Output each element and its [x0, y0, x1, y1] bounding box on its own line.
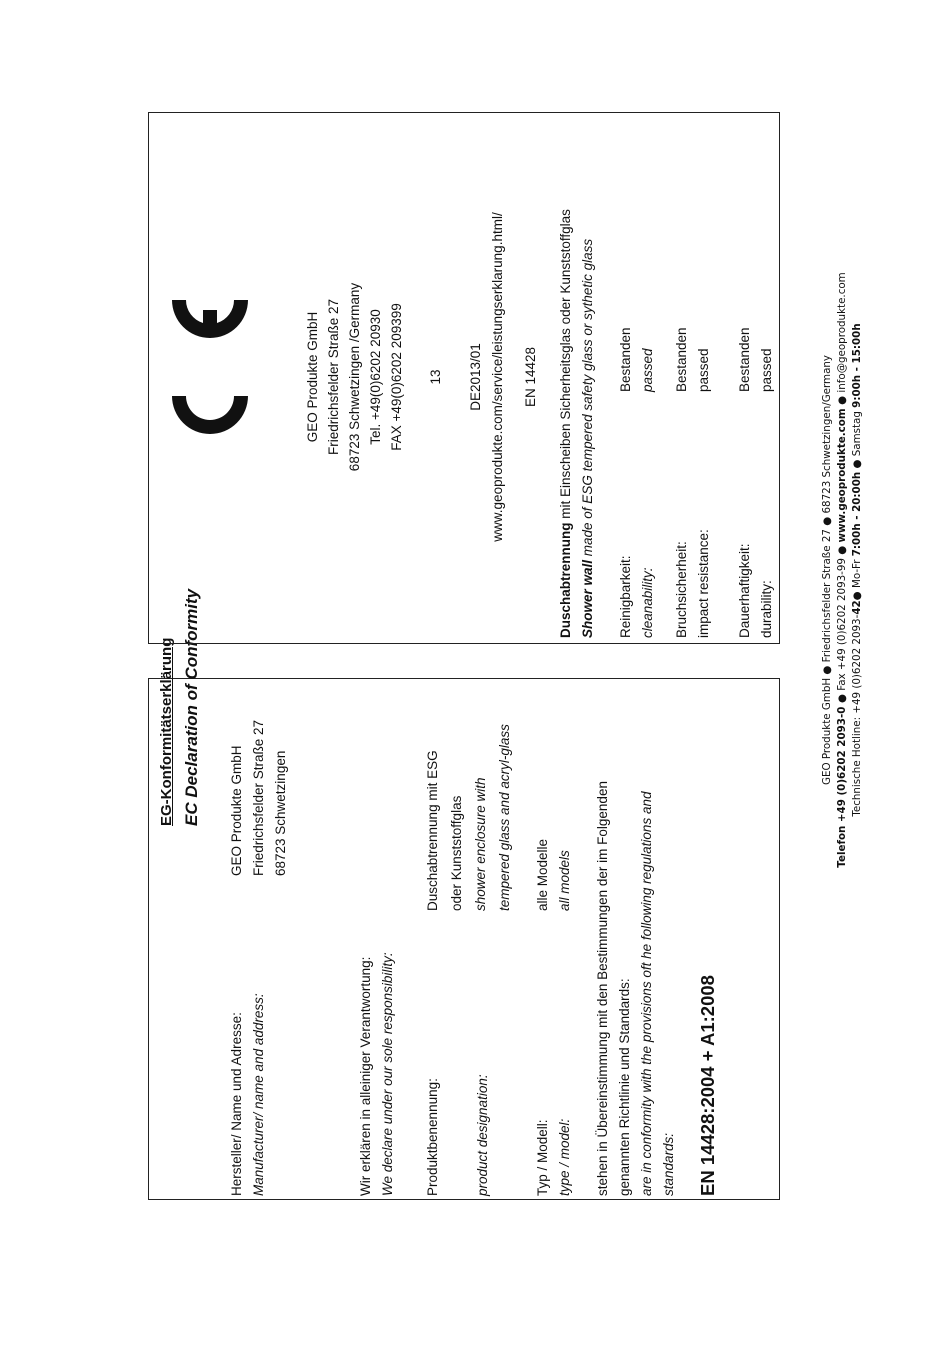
ce-mark-icon: [155, 292, 265, 472]
ce-dop-number: DE2013/01: [468, 343, 483, 411]
manufacturer-city: 68723 Schwetzingen: [273, 750, 288, 876]
manufacturer-street: Friedrichsfelder Straße 27: [251, 719, 266, 876]
responsibility-en: We declare under our sole responsibility:: [380, 952, 395, 1196]
ce-product-en: [577, 239, 599, 638]
footer-website: www.geoprodukte.com ●: [836, 395, 848, 543]
ce-prop-3-label-en: durability:: [759, 580, 774, 638]
page-footer: [820, 70, 900, 1070]
product-label-en: product designation:: [475, 1074, 490, 1196]
manufacturer-label-en: Manufacturer/ name and address:: [251, 993, 266, 1196]
ce-product-de-rest: mit Einscheiben Sicherheitsglas oder Kunststoffglas: [558, 209, 573, 523]
ce-tel: Tel. +49(0)6202 20930: [368, 309, 383, 445]
ce-prop-1-value-en: passed: [640, 348, 655, 392]
ce-prop-2-value-de: Bestanden: [674, 327, 689, 392]
ce-prop-1-value-de: Bestanden: [618, 327, 633, 392]
manufacturer-label-de: Hersteller/ Name und Adresse:: [229, 1012, 244, 1196]
product-label-de: Produktbenennung:: [425, 1078, 440, 1196]
footer-weekday-hours: 7:00h - 20:00h: [851, 471, 863, 557]
type-label-de: Typ / Modell:: [535, 1119, 550, 1196]
conformity-de-line2: genannten Richtlinie und Standards:: [617, 978, 632, 1196]
ce-label-panel: [150, 112, 780, 642]
footer-weekdays: ● Mo-Fr: [851, 556, 863, 601]
ce-fax: FAX +49(0)6202 209399: [389, 303, 404, 451]
type-value-en: all models: [557, 850, 572, 911]
ce-street: Friedrichsfelder Straße 27: [326, 298, 341, 456]
type-label-en: type / model:: [557, 1118, 572, 1196]
footer-phone: Telefon +49 (0)6202 2093-0 ●: [836, 694, 848, 868]
ce-prop-2-label-en: impact resistance:: [696, 529, 711, 638]
ce-dop-url: www.geoprodukte.com/service/leistungserklarung.html/: [490, 212, 505, 542]
ce-year: 13: [428, 369, 443, 385]
ce-prop-3-label-de: Dauerhaftigkeit:: [737, 543, 752, 638]
ce-product-de: [555, 209, 577, 638]
product-en-line1: shower enclosure with: [473, 777, 488, 911]
conformity-en-line2: standards:: [661, 1132, 676, 1196]
responsibility-de: Wir erklären in alleiniger Verantwortung:: [358, 956, 373, 1196]
type-value-de: alle Modelle: [535, 838, 550, 911]
ce-product-en-bold: Shower wall: [580, 559, 595, 638]
footer-saturday-hours: 9:00h - 15:00h: [851, 323, 863, 408]
ce-prop-3-value-de: Bestanden: [737, 327, 752, 392]
declaration-title-en: EC Declaration of Conformity: [182, 588, 201, 826]
manufacturer-name: GEO Produkte GmbH: [229, 745, 244, 876]
ce-prop-2-value-en: passed: [696, 348, 711, 392]
footer-fax: Fax +49 (0)6202 2093-99 ●: [836, 542, 848, 695]
footer-saturday: ● Samstag: [851, 407, 863, 472]
ce-standard: EN 14428: [523, 346, 538, 408]
ce-prop-2-label-de: Bruchsicherheit:: [674, 541, 689, 638]
ce-product-en-rest: made of ESG tempered safety glass or sythetic glass: [580, 238, 595, 560]
footer-address: GEO Produkte GmbH ● Friedrichsfelder Straße 27 ● 68723 Schwetzingen/Germany: [821, 354, 833, 786]
footer-hotline-prefix: Technische Hotline: +49 (0)6202 2093-: [851, 614, 863, 817]
ce-city: 68723 Schwetzingen /Germany: [347, 282, 362, 472]
conformity-en-line1: are in conformity with the provisions oft he following regulations and: [639, 791, 654, 1196]
product-de-line2: oder Kunststoffglas: [449, 795, 464, 911]
product-en-line2: tempered glass and acryl-glass: [497, 724, 512, 911]
ce-prop-1-label-de: Reinigbarkeit:: [618, 555, 633, 638]
declaration-standard: EN 14428:2004 + A1:2008: [697, 975, 718, 1196]
ce-product-de-bold: Duschabtrennung: [558, 522, 573, 638]
ce-company: GEO Produkte GmbH: [305, 311, 320, 443]
conformity-de-line1: stehen in Übereinstimmung mit den Bestimmungen der im Folgenden: [595, 781, 610, 1196]
ce-prop-3-value-en: passed: [759, 348, 774, 392]
footer-hotline-ext: 42: [851, 600, 863, 615]
footer-email: info@geoprodukte.com: [836, 272, 848, 396]
ce-prop-1-label-en: cleanability:: [640, 567, 655, 638]
footer-hotline: [850, 70, 864, 1070]
declaration-title-de: EG-Konformitätserklärung: [158, 637, 175, 826]
product-de-line1: Duschabtrennung mit ESG: [425, 750, 440, 911]
footer-contact: [835, 70, 849, 1070]
